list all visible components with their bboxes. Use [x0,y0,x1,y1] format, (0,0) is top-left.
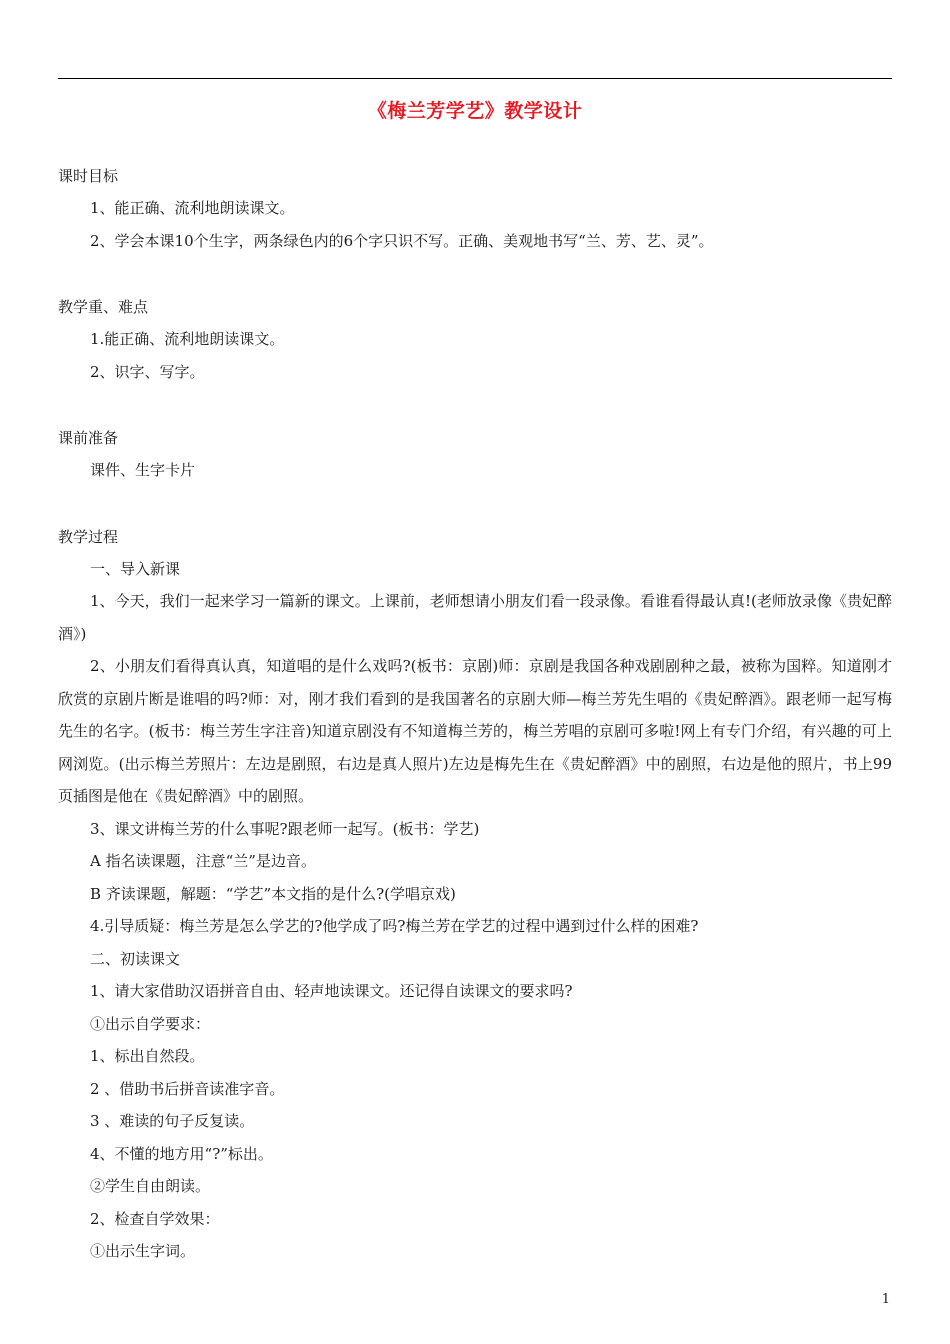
process-paragraph-2: 2、小朋友们看得真认真，知道唱的是什么戏吗?(板书：京剧)师：京剧是我国各种戏剧剧种之最，被称为国粹。知道刚才欣赏的京剧片断是谁唱的吗?师：对，刚才我们看到的是我国著名的京剧大师—梅兰芳先生唱的《贵妃醉酒》。跟老师一起写梅先生的名字。(板书：梅兰芳生字注音)知道京剧没有不知道梅兰芳的，梅兰芳唱的京剧可多啦!网上有专门介绍，有兴趣的可上网浏览。(出示梅兰芳照片：左边是剧照，右边是真人照片)左边是梅先生在《贵妃醉酒》中的剧照，右边是他的照片，书上99页插图是他在《贵妃醉酒》中的剧照。 [58,657,892,805]
process-line-10: 4、不懂的地方用“?”标出。 [90,1144,273,1163]
section-heading-key-points: 教学重、难点 [58,298,149,316]
process-line-6: ①出示自学要求： [90,1014,211,1033]
process-line-8: 2 、借助书后拼音读准字音。 [90,1079,285,1098]
document-title: 《梅兰芳学艺》教学设计 [367,100,583,122]
process-part2-title: 二、初读课文 [90,949,181,968]
process-line-3: 3、课文讲梅兰芳的什么事呢?跟老师一起写。(板书：学艺) [90,819,480,838]
section-heading-process: 教学过程 [58,527,119,546]
page-number: 1 [881,1292,890,1307]
process-line-12: 2、检查自学效果： [90,1209,220,1228]
process-paragraph-1: 1、今天，我们一起来学习一篇新的课文。上课前，老师想请小朋友们看一段录像。看谁看得最认真!(老师放录像《贵妃醉酒》) [58,592,892,643]
goal-item-2: 2、学会本课10个生字，两条绿色内的6个字只识不写。正确、美观地书写“兰、芳、艺、灵”。 [90,231,714,250]
key-point-item-1: 1.能正确、流利地朗读课文。 [90,330,285,348]
key-point-item-2: 2、识字、写字。 [90,362,205,381]
process-line-11: ②学生自由朗读。 [90,1177,211,1195]
process-line-7: 1、标出自然段。 [90,1047,205,1065]
process-line-5: 1、请大家借助汉语拼音自由、轻声地读课文。还记得自读课文的要求吗? [90,982,573,1000]
goal-item-1: 1、能正确、流利地朗读课文。 [90,199,295,217]
process-line-b: B 齐读课题，解题：“学艺”本文指的是什么?(学唱京戏) [90,884,456,903]
header-rule [58,78,892,79]
process-line-13: ①出示生字词。 [90,1242,196,1260]
section-heading-goals: 课时目标 [58,167,119,185]
process-part1-title: 一、导入新课 [90,559,181,578]
process-line-4: 4.引导质疑：梅兰芳是怎么学艺的?他学成了吗?梅兰芳在学艺的过程中遇到过什么样的困难? [90,917,699,935]
process-line-a: A 指名读课题，注意“兰”是边音。 [90,852,316,870]
section-heading-preparation: 课前准备 [58,429,119,447]
spacer [58,257,892,291]
spacer [58,388,892,422]
spacer [58,487,892,521]
process-line-9: 3 、难读的句子反复读。 [90,1112,255,1130]
preparation-item: 课件、生字卡片 [90,461,196,479]
document-body [58,160,892,1268]
